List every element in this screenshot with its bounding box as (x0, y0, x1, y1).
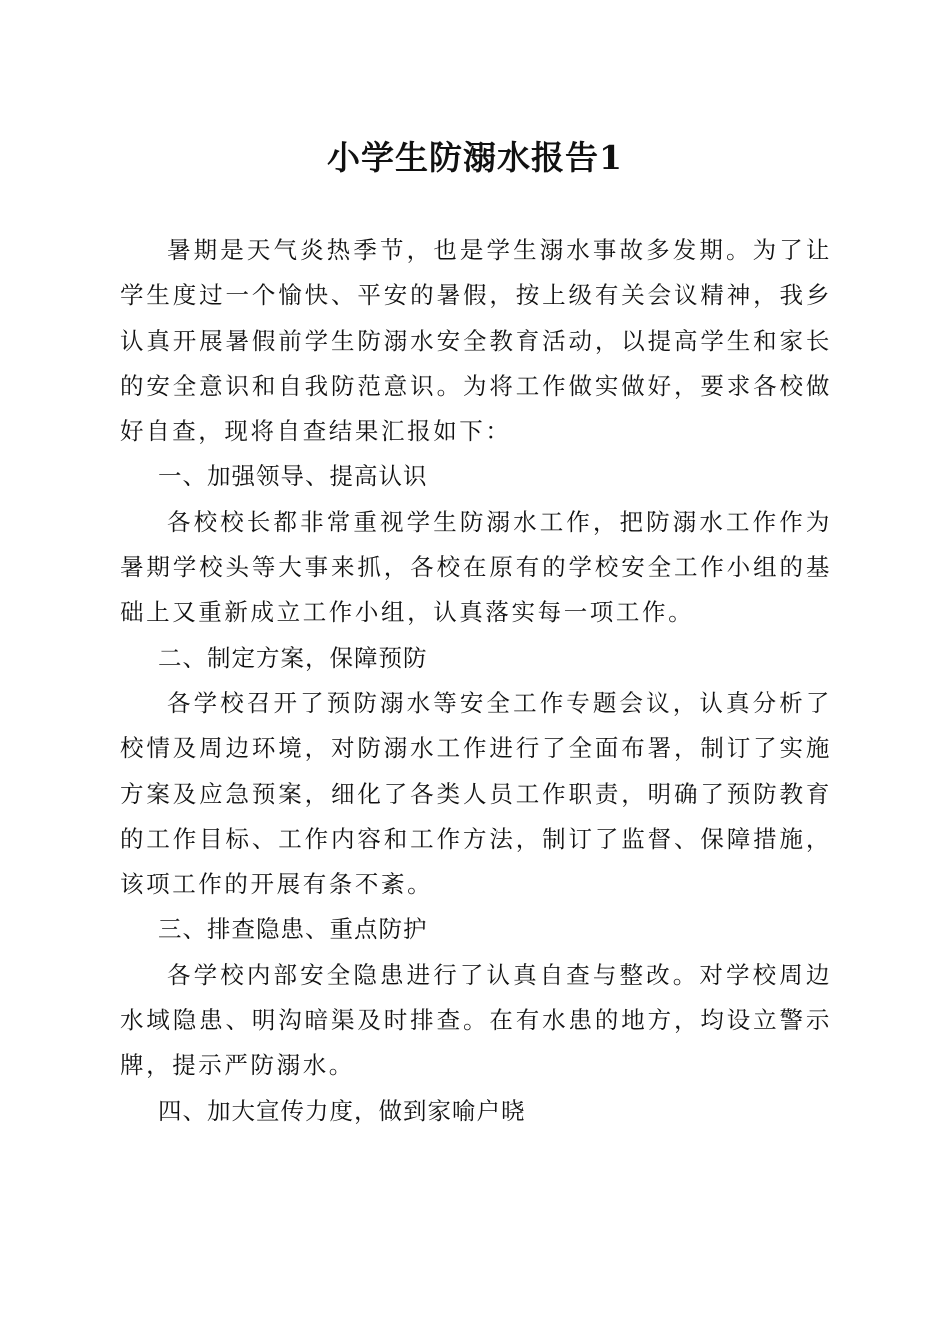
section-2-paragraph: 各学校召开了预防溺水等安全工作专题会议，认真分析了校情及周边环境，对防溺水工作进行了全面布署，制订了实施方案及应急预案，细化了各类人员工作职责，明确了预防教育的工作目标、工作内容和工作方法，制订了监督、保障措施，该项工作的开展有条不紊。 (120, 688, 832, 899)
section-2-heading: 二、制定方案，保障预防 (158, 643, 428, 672)
intro-paragraph: 暑期是天气炎热季节，也是学生溺水事故多发期。为了让学生度过一个愉快、平安的暑假，按上级有关会议精神，我乡认真开展暑假前学生防溺水安全教育活动，以提高学生和家长的安全意识和自我防范意识。为将工作做实做好，要求各校做好自查，现将自查结果汇报如下： (120, 236, 832, 446)
section-3-paragraph: 各学校内部安全隐患进行了认真自查与整改。对学校周边水域隐患、明沟暗渠及时排查。在有水患的地方，均设立警示牌，提示严防溺水。 (120, 960, 832, 1080)
section-1-heading: 一、加强领导、提高认识 (158, 462, 428, 491)
document-title: 小学生防溺水报告1 (327, 138, 623, 177)
section-4-heading: 四、加大宣传力度，做到家喻户晓 (158, 1096, 526, 1125)
document-body (120, 228, 832, 1134)
section-3-heading: 三、排查隐患、重点防护 (158, 915, 428, 944)
section-1-paragraph: 各校校长都非常重视学生防溺水工作，把防溺水工作作为暑期学校头等大事来抓，各校在原有的学校安全工作小组的基础上又重新成立工作小组，认真落实每一项工作。 (120, 507, 832, 627)
